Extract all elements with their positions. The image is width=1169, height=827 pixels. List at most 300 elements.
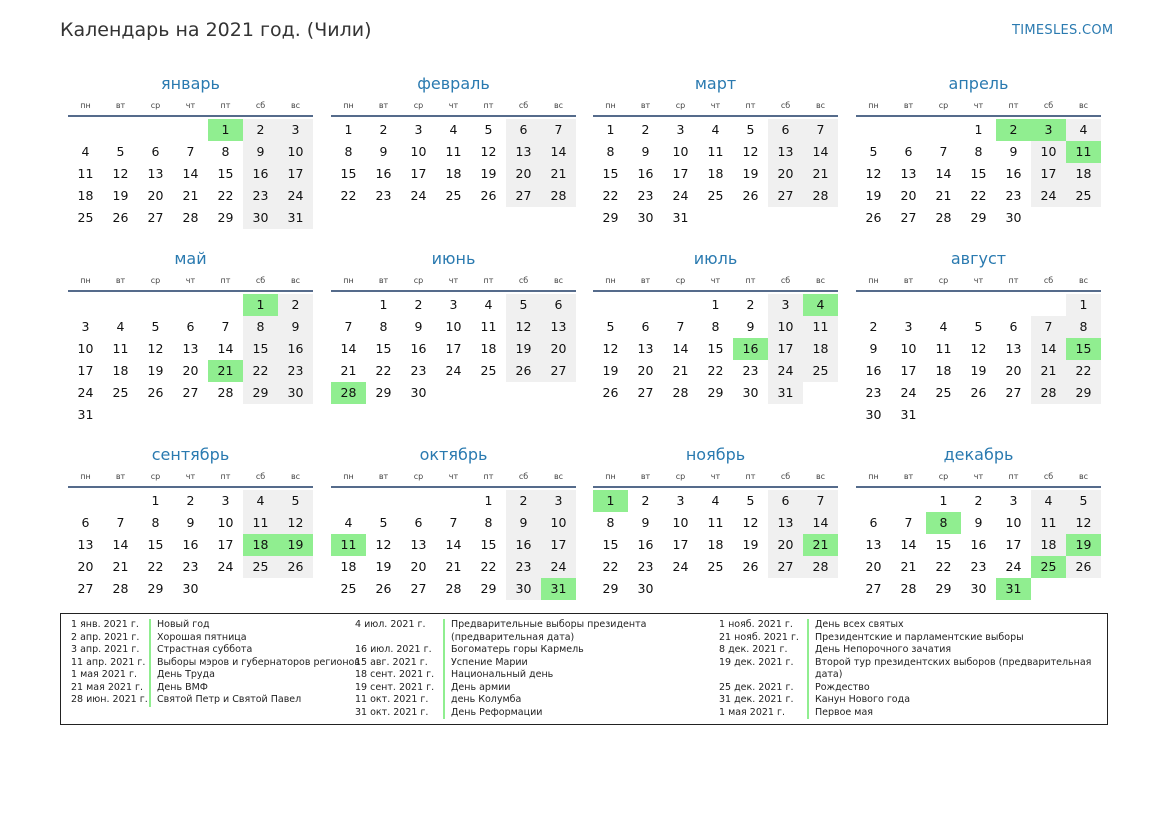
day-cell[interactable]: 21: [340, 363, 357, 378]
day-cell[interactable]: 3: [414, 122, 423, 137]
day-cell[interactable]: 22: [480, 559, 497, 574]
day-cell[interactable]: 20: [768, 534, 803, 556]
day-cell[interactable]: 20: [768, 163, 803, 185]
day-cell[interactable]: 24: [410, 188, 427, 203]
day-cell[interactable]: 5: [746, 493, 755, 508]
day-cell[interactable]: 28: [217, 385, 234, 400]
day-cell[interactable]: 10: [445, 319, 462, 334]
day-cell[interactable]: 18: [1066, 163, 1101, 185]
day-cell[interactable]: 12: [1066, 512, 1101, 534]
day-cell[interactable]: 8: [606, 515, 615, 530]
day-cell[interactable]: 10: [1031, 141, 1066, 163]
day-cell[interactable]: 12: [742, 144, 759, 159]
day-cell[interactable]: 27: [182, 385, 199, 400]
day-cell[interactable]: 24: [278, 185, 313, 207]
day-cell[interactable]: 19: [506, 338, 541, 360]
day-cell[interactable]: 25: [77, 210, 94, 225]
day-cell[interactable]: 13: [768, 141, 803, 163]
day-cell[interactable]: 16: [637, 537, 654, 552]
day-cell[interactable]: 31: [278, 207, 313, 229]
day-cell[interactable]: 15: [970, 166, 987, 181]
day-cell[interactable]: 18: [112, 363, 129, 378]
day-cell[interactable]: 19: [742, 166, 759, 181]
day-cell[interactable]: 6: [768, 490, 803, 512]
day-cell[interactable]: 22: [147, 559, 164, 574]
day-cell[interactable]: 13: [541, 316, 576, 338]
day-cell[interactable]: 22: [375, 363, 392, 378]
day-cell[interactable]: 27: [768, 556, 803, 578]
day-cell[interactable]: 7: [803, 490, 838, 512]
day-cell[interactable]: 9: [641, 144, 650, 159]
day-cell[interactable]: 26: [147, 385, 164, 400]
day-cell[interactable]: 11: [112, 341, 129, 356]
day-cell[interactable]: 17: [217, 537, 234, 552]
day-cell[interactable]: 16: [637, 166, 654, 181]
day-cell[interactable]: 10: [1005, 515, 1022, 530]
day-cell[interactable]: 23: [506, 556, 541, 578]
day-cell[interactable]: 4: [484, 297, 493, 312]
day-cell[interactable]: 29: [1066, 382, 1101, 404]
day-cell[interactable]: 1: [151, 493, 160, 508]
day-cell[interactable]: 20: [865, 559, 882, 574]
day-cell[interactable]: 9: [869, 341, 878, 356]
day-cell[interactable]: 6: [541, 294, 576, 316]
day-cell[interactable]: 17: [77, 363, 94, 378]
day-cell[interactable]: 3: [676, 493, 685, 508]
day-cell[interactable]: 28: [935, 210, 952, 225]
day-cell[interactable]: 24: [1005, 559, 1022, 574]
day-cell[interactable]: 14: [217, 341, 234, 356]
day-cell[interactable]: 13: [768, 512, 803, 534]
day-cell[interactable]: 30: [742, 385, 759, 400]
day-cell[interactable]: 7: [939, 144, 948, 159]
day-cell[interactable]: 8: [344, 144, 353, 159]
day-cell[interactable]: 5: [606, 319, 615, 334]
day-cell[interactable]: 23: [637, 188, 654, 203]
day-cell[interactable]: 2: [243, 119, 278, 141]
day-cell[interactable]: 20: [900, 188, 917, 203]
day-cell[interactable]: 6: [869, 515, 878, 530]
day-cell[interactable]: 19: [480, 166, 497, 181]
day-cell[interactable]: 26: [970, 385, 987, 400]
day-cell[interactable]: 15: [480, 537, 497, 552]
day-cell[interactable]: 20: [147, 188, 164, 203]
day-cell[interactable]: 9: [414, 319, 423, 334]
day-cell[interactable]: 7: [541, 119, 576, 141]
day-cell[interactable]: 26: [742, 559, 759, 574]
day-cell[interactable]: 20: [77, 559, 94, 574]
day-cell[interactable]: 20: [506, 163, 541, 185]
holiday-day-cell[interactable]: 16: [733, 338, 768, 360]
day-cell[interactable]: 28: [1031, 382, 1066, 404]
day-cell[interactable]: 4: [81, 144, 90, 159]
holiday-day-cell[interactable]: 8: [926, 512, 961, 534]
day-cell[interactable]: 27: [865, 581, 882, 596]
holiday-day-cell[interactable]: 31: [996, 578, 1031, 600]
day-cell[interactable]: 1: [974, 122, 983, 137]
day-cell[interactable]: 26: [112, 210, 129, 225]
day-cell[interactable]: 28: [672, 385, 689, 400]
day-cell[interactable]: 13: [865, 537, 882, 552]
day-cell[interactable]: 5: [151, 319, 160, 334]
day-cell[interactable]: 9: [186, 515, 195, 530]
day-cell[interactable]: 30: [637, 581, 654, 596]
day-cell[interactable]: 25: [707, 188, 724, 203]
day-cell[interactable]: 13: [637, 341, 654, 356]
day-cell[interactable]: 3: [1009, 493, 1018, 508]
day-cell[interactable]: 6: [1009, 319, 1018, 334]
day-cell[interactable]: 13: [900, 166, 917, 181]
day-cell[interactable]: 27: [900, 210, 917, 225]
day-cell[interactable]: 8: [1066, 316, 1101, 338]
day-cell[interactable]: 23: [410, 363, 427, 378]
day-cell[interactable]: 16: [278, 338, 313, 360]
day-cell[interactable]: 12: [147, 341, 164, 356]
day-cell[interactable]: 30: [182, 581, 199, 596]
day-cell[interactable]: 12: [865, 166, 882, 181]
day-cell[interactable]: 29: [217, 210, 234, 225]
day-cell[interactable]: 8: [484, 515, 493, 530]
day-cell[interactable]: 24: [768, 360, 803, 382]
day-cell[interactable]: 16: [410, 341, 427, 356]
day-cell[interactable]: 28: [112, 581, 129, 596]
day-cell[interactable]: 15: [243, 338, 278, 360]
day-cell[interactable]: 26: [865, 210, 882, 225]
day-cell[interactable]: 1: [711, 297, 720, 312]
day-cell[interactable]: 7: [803, 119, 838, 141]
day-cell[interactable]: 6: [768, 119, 803, 141]
holiday-day-cell[interactable]: 1: [208, 119, 243, 141]
day-cell[interactable]: 21: [445, 559, 462, 574]
day-cell[interactable]: 23: [243, 185, 278, 207]
day-cell[interactable]: 6: [641, 319, 650, 334]
day-cell[interactable]: 26: [278, 556, 313, 578]
holiday-day-cell[interactable]: 11: [1066, 141, 1101, 163]
day-cell[interactable]: 29: [602, 581, 619, 596]
day-cell[interactable]: 7: [449, 515, 458, 530]
day-cell[interactable]: 20: [541, 338, 576, 360]
day-cell[interactable]: 20: [637, 363, 654, 378]
day-cell[interactable]: 3: [904, 319, 913, 334]
day-cell[interactable]: 29: [970, 210, 987, 225]
site-link[interactable]: TIMESLES.COM: [1012, 23, 1114, 38]
day-cell[interactable]: 6: [81, 515, 90, 530]
day-cell[interactable]: 12: [112, 166, 129, 181]
day-cell[interactable]: 17: [1031, 163, 1066, 185]
day-cell[interactable]: 11: [707, 144, 724, 159]
holiday-day-cell[interactable]: 21: [803, 534, 838, 556]
day-cell[interactable]: 23: [865, 385, 882, 400]
day-cell[interactable]: 15: [935, 537, 952, 552]
day-cell[interactable]: 12: [278, 512, 313, 534]
day-cell[interactable]: 14: [900, 537, 917, 552]
day-cell[interactable]: 27: [410, 581, 427, 596]
day-cell[interactable]: 23: [1005, 188, 1022, 203]
day-cell[interactable]: 12: [375, 537, 392, 552]
day-cell[interactable]: 10: [672, 144, 689, 159]
day-cell[interactable]: 15: [217, 166, 234, 181]
day-cell[interactable]: 25: [480, 363, 497, 378]
day-cell[interactable]: 24: [672, 188, 689, 203]
day-cell[interactable]: 26: [480, 188, 497, 203]
day-cell[interactable]: 5: [974, 319, 983, 334]
day-cell[interactable]: 22: [602, 188, 619, 203]
day-cell[interactable]: 26: [506, 360, 541, 382]
holiday-day-cell[interactable]: 18: [243, 534, 278, 556]
day-cell[interactable]: 30: [410, 385, 427, 400]
day-cell[interactable]: 13: [77, 537, 94, 552]
day-cell[interactable]: 4: [711, 122, 720, 137]
day-cell[interactable]: 2: [186, 493, 195, 508]
day-cell[interactable]: 9: [641, 515, 650, 530]
day-cell[interactable]: 25: [935, 385, 952, 400]
day-cell[interactable]: 27: [768, 185, 803, 207]
day-cell[interactable]: 29: [480, 581, 497, 596]
day-cell[interactable]: 15: [707, 341, 724, 356]
day-cell[interactable]: 22: [935, 559, 952, 574]
day-cell[interactable]: 23: [637, 559, 654, 574]
day-cell[interactable]: 22: [1066, 360, 1101, 382]
day-cell[interactable]: 20: [410, 559, 427, 574]
day-cell[interactable]: 4: [1031, 490, 1066, 512]
day-cell[interactable]: 5: [506, 294, 541, 316]
day-cell[interactable]: 9: [278, 316, 313, 338]
day-cell[interactable]: 22: [243, 360, 278, 382]
day-cell[interactable]: 12: [506, 316, 541, 338]
day-cell[interactable]: 8: [711, 319, 720, 334]
day-cell[interactable]: 16: [182, 537, 199, 552]
day-cell[interactable]: 30: [1005, 210, 1022, 225]
day-cell[interactable]: 18: [935, 363, 952, 378]
day-cell[interactable]: 26: [375, 581, 392, 596]
day-cell[interactable]: 2: [641, 122, 650, 137]
holiday-day-cell[interactable]: 11: [331, 534, 366, 556]
day-cell[interactable]: 27: [1005, 385, 1022, 400]
day-cell[interactable]: 14: [935, 166, 952, 181]
day-cell[interactable]: 21: [672, 363, 689, 378]
day-cell[interactable]: 28: [900, 581, 917, 596]
holiday-day-cell[interactable]: 21: [208, 360, 243, 382]
day-cell[interactable]: 4: [1066, 119, 1101, 141]
day-cell[interactable]: 19: [970, 363, 987, 378]
day-cell[interactable]: 14: [445, 537, 462, 552]
day-cell[interactable]: 13: [1005, 341, 1022, 356]
day-cell[interactable]: 16: [970, 537, 987, 552]
day-cell[interactable]: 1: [344, 122, 353, 137]
day-cell[interactable]: 4: [449, 122, 458, 137]
day-cell[interactable]: 5: [869, 144, 878, 159]
day-cell[interactable]: 3: [221, 493, 230, 508]
day-cell[interactable]: 9: [243, 141, 278, 163]
day-cell[interactable]: 19: [112, 188, 129, 203]
day-cell[interactable]: 11: [480, 319, 497, 334]
day-cell[interactable]: 9: [506, 512, 541, 534]
day-cell[interactable]: 29: [707, 385, 724, 400]
day-cell[interactable]: 15: [340, 166, 357, 181]
day-cell[interactable]: 30: [970, 581, 987, 596]
day-cell[interactable]: 19: [602, 363, 619, 378]
holiday-day-cell[interactable]: 28: [331, 382, 366, 404]
day-cell[interactable]: 25: [445, 188, 462, 203]
day-cell[interactable]: 29: [147, 581, 164, 596]
day-cell[interactable]: 18: [445, 166, 462, 181]
day-cell[interactable]: 21: [1031, 360, 1066, 382]
day-cell[interactable]: 18: [707, 166, 724, 181]
day-cell[interactable]: 29: [935, 581, 952, 596]
day-cell[interactable]: 11: [803, 316, 838, 338]
holiday-day-cell[interactable]: 1: [593, 490, 628, 512]
day-cell[interactable]: 23: [375, 188, 392, 203]
day-cell[interactable]: 2: [869, 319, 878, 334]
day-cell[interactable]: 25: [243, 556, 278, 578]
day-cell[interactable]: 18: [1031, 534, 1066, 556]
day-cell[interactable]: 16: [1005, 166, 1022, 181]
day-cell[interactable]: 8: [606, 144, 615, 159]
day-cell[interactable]: 7: [221, 319, 230, 334]
day-cell[interactable]: 24: [541, 556, 576, 578]
day-cell[interactable]: 17: [672, 166, 689, 181]
day-cell[interactable]: 17: [541, 534, 576, 556]
day-cell[interactable]: 24: [900, 385, 917, 400]
day-cell[interactable]: 13: [147, 166, 164, 181]
day-cell[interactable]: 13: [182, 341, 199, 356]
day-cell[interactable]: 31: [768, 382, 803, 404]
day-cell[interactable]: 29: [375, 385, 392, 400]
day-cell[interactable]: 4: [344, 515, 353, 530]
day-cell[interactable]: 25: [707, 559, 724, 574]
day-cell[interactable]: 23: [278, 360, 313, 382]
day-cell[interactable]: 28: [803, 556, 838, 578]
day-cell[interactable]: 11: [77, 166, 94, 181]
day-cell[interactable]: 16: [375, 166, 392, 181]
day-cell[interactable]: 25: [112, 385, 129, 400]
day-cell[interactable]: 27: [147, 210, 164, 225]
day-cell[interactable]: 2: [414, 297, 423, 312]
day-cell[interactable]: 17: [900, 363, 917, 378]
day-cell[interactable]: 2: [278, 294, 313, 316]
day-cell[interactable]: 19: [742, 537, 759, 552]
day-cell[interactable]: 28: [541, 185, 576, 207]
day-cell[interactable]: 17: [672, 537, 689, 552]
day-cell[interactable]: 30: [278, 382, 313, 404]
day-cell[interactable]: 14: [803, 512, 838, 534]
day-cell[interactable]: 11: [1031, 512, 1066, 534]
day-cell[interactable]: 12: [970, 341, 987, 356]
day-cell[interactable]: 7: [904, 515, 913, 530]
day-cell[interactable]: 1: [1066, 294, 1101, 316]
day-cell[interactable]: 13: [410, 537, 427, 552]
day-cell[interactable]: 6: [151, 144, 160, 159]
day-cell[interactable]: 4: [243, 490, 278, 512]
day-cell[interactable]: 28: [803, 185, 838, 207]
day-cell[interactable]: 8: [151, 515, 160, 530]
day-cell[interactable]: 14: [340, 341, 357, 356]
day-cell[interactable]: 31: [672, 210, 689, 225]
day-cell[interactable]: 24: [77, 385, 94, 400]
day-cell[interactable]: 10: [410, 144, 427, 159]
day-cell[interactable]: 24: [217, 559, 234, 574]
day-cell[interactable]: 8: [243, 316, 278, 338]
day-cell[interactable]: 2: [506, 490, 541, 512]
day-cell[interactable]: 5: [379, 515, 388, 530]
day-cell[interactable]: 4: [939, 319, 948, 334]
day-cell[interactable]: 17: [445, 341, 462, 356]
day-cell[interactable]: 22: [970, 188, 987, 203]
day-cell[interactable]: 15: [602, 166, 619, 181]
day-cell[interactable]: 23: [182, 559, 199, 574]
day-cell[interactable]: 9: [974, 515, 983, 530]
day-cell[interactable]: 2: [379, 122, 388, 137]
day-cell[interactable]: 25: [803, 360, 838, 382]
day-cell[interactable]: 17: [768, 338, 803, 360]
day-cell[interactable]: 26: [1066, 556, 1101, 578]
day-cell[interactable]: 27: [506, 185, 541, 207]
day-cell[interactable]: 24: [1031, 185, 1066, 207]
holiday-day-cell[interactable]: 25: [1031, 556, 1066, 578]
day-cell[interactable]: 20: [182, 363, 199, 378]
day-cell[interactable]: 10: [541, 512, 576, 534]
day-cell[interactable]: 5: [746, 122, 755, 137]
day-cell[interactable]: 14: [803, 141, 838, 163]
day-cell[interactable]: 12: [602, 341, 619, 356]
day-cell[interactable]: 13: [506, 141, 541, 163]
day-cell[interactable]: 12: [742, 515, 759, 530]
day-cell[interactable]: 17: [410, 166, 427, 181]
day-cell[interactable]: 10: [77, 341, 94, 356]
day-cell[interactable]: 16: [243, 163, 278, 185]
day-cell[interactable]: 14: [112, 537, 129, 552]
day-cell[interactable]: 15: [147, 537, 164, 552]
day-cell[interactable]: 6: [506, 119, 541, 141]
day-cell[interactable]: 11: [243, 512, 278, 534]
day-cell[interactable]: 27: [541, 360, 576, 382]
day-cell[interactable]: 10: [768, 316, 803, 338]
day-cell[interactable]: 7: [344, 319, 353, 334]
day-cell[interactable]: 20: [1005, 363, 1022, 378]
day-cell[interactable]: 30: [506, 578, 541, 600]
day-cell[interactable]: 2: [746, 297, 755, 312]
day-cell[interactable]: 28: [445, 581, 462, 596]
day-cell[interactable]: 28: [182, 210, 199, 225]
day-cell[interactable]: 16: [506, 534, 541, 556]
day-cell[interactable]: 14: [541, 141, 576, 163]
day-cell[interactable]: 24: [445, 363, 462, 378]
day-cell[interactable]: 29: [602, 210, 619, 225]
day-cell[interactable]: 3: [768, 294, 803, 316]
day-cell[interactable]: 18: [77, 188, 94, 203]
day-cell[interactable]: 10: [217, 515, 234, 530]
day-cell[interactable]: 11: [445, 144, 462, 159]
day-cell[interactable]: 27: [77, 581, 94, 596]
day-cell[interactable]: 12: [480, 144, 497, 159]
day-cell[interactable]: 22: [707, 363, 724, 378]
day-cell[interactable]: 10: [672, 515, 689, 530]
day-cell[interactable]: 2: [641, 493, 650, 508]
day-cell[interactable]: 1: [606, 122, 615, 137]
holiday-day-cell[interactable]: 2: [996, 119, 1031, 141]
day-cell[interactable]: 2: [974, 493, 983, 508]
day-cell[interactable]: 21: [935, 188, 952, 203]
day-cell[interactable]: 4: [116, 319, 125, 334]
day-cell[interactable]: 7: [186, 144, 195, 159]
day-cell[interactable]: 9: [746, 319, 755, 334]
day-cell[interactable]: 3: [278, 119, 313, 141]
day-cell[interactable]: 18: [340, 559, 357, 574]
holiday-day-cell[interactable]: 15: [1066, 338, 1101, 360]
day-cell[interactable]: 10: [900, 341, 917, 356]
holiday-day-cell[interactable]: 19: [1066, 534, 1101, 556]
day-cell[interactable]: 23: [742, 363, 759, 378]
